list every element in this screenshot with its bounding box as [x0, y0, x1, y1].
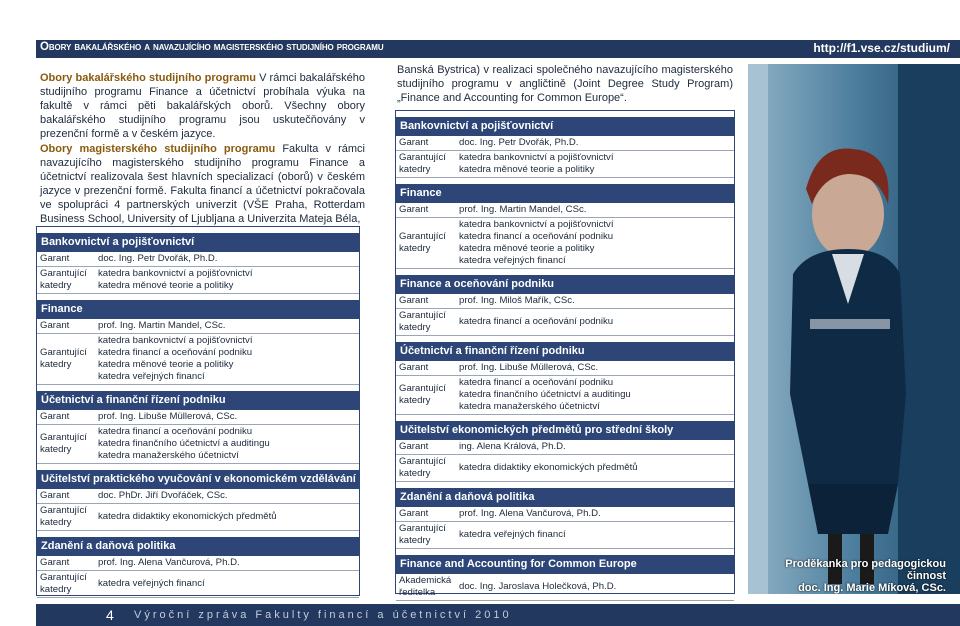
katedra-item: katedra měnové teorie a politiky: [459, 164, 595, 175]
garant-label-line2: ředitelka: [399, 587, 436, 598]
section-title: Finance and Accounting for Common Europe: [396, 555, 734, 574]
katedry-label-line1: Garantující: [40, 347, 87, 358]
katedry-label-line1: Garantující: [40, 572, 87, 583]
garant-name: prof. Ing. Alena Vančurová, Ph.D.: [459, 508, 601, 519]
garant-label: Garant: [399, 441, 429, 452]
garant-row: [396, 203, 734, 218]
intro-joint-degree: [397, 63, 733, 105]
katedra-item: katedra bankovnictví a pojišťovnictví: [459, 219, 614, 230]
photo-caption-name: doc. Ing. Marie Míková, CSc.: [798, 582, 946, 594]
katedry-label: [40, 426, 98, 462]
section-title: Bankovnictví a pojišťovnictví: [37, 233, 359, 252]
katedra-item: katedra měnové teorie a politiky: [459, 243, 595, 254]
garant-row: [37, 489, 359, 504]
katedra-item: katedra didaktiky ekonomických předmětů: [98, 511, 277, 522]
garant-label: Garant: [40, 557, 70, 568]
katedry-label-line2: katedry: [40, 517, 72, 528]
garant-name: prof. Ing. Martin Mandel, CSc.: [98, 320, 226, 331]
katedra-item: katedra finančního účetnictví a auditingu: [98, 438, 270, 449]
katedry-list: [98, 426, 359, 462]
katedry-label: [399, 310, 459, 334]
katedra-item: katedra veřejných financí: [98, 371, 205, 382]
katedra-item: katedra měnové teorie a politiky: [98, 280, 234, 291]
katedry-row: [37, 571, 359, 598]
katedry-label-line2: katedry: [399, 535, 431, 546]
katedra-item: katedra veřejných financí: [459, 529, 566, 540]
katedry-list: [98, 505, 359, 529]
intro-joint-degree-text: Banská Bystrica) v realizaci společného navazujícího magisterského studijního programu v angličtině (Joint Degree Study Program) „Finance and Accounting for Common Europe“.: [397, 64, 733, 104]
garant-label: Garant: [40, 411, 70, 422]
intro-master: [40, 142, 365, 226]
garant-label: Garant: [399, 295, 429, 306]
katedra-item: katedra bankovnictví a pojišťovnictví: [459, 152, 614, 163]
section-title: Zdanění a daňová politika: [396, 488, 734, 507]
dean-photo: [748, 64, 960, 594]
section-title: Účetnictví a finanční řízení podniku: [37, 391, 359, 410]
header-bar: [36, 40, 960, 58]
garant-name: doc. Ing. Petr Dvořák, Ph.D.: [98, 253, 218, 264]
intro-bachelor-text: V rámci bakalářského studijního programu Finance a účetnictví probíhala výuka na fakultě v rámci pěti bakalářských oborů. Všechny obory bakalářského studijního programu jsou uskutečňovány v prezenční formě a v českém jazyce.: [40, 72, 365, 140]
katedra-item: katedra bankovnictví a pojišťovnictví: [98, 335, 253, 346]
garant-row: [396, 574, 734, 601]
katedry-label-line2: katedry: [40, 584, 72, 595]
garant-name: prof. Ing. Alena Vančurová, Ph.D.: [98, 557, 240, 568]
garant-row: [396, 507, 734, 522]
section-title: Zdanění a daňová politika: [37, 537, 359, 556]
katedry-label-line2: katedry: [399, 243, 431, 254]
katedra-item: katedra veřejných financí: [459, 255, 566, 266]
katedry-label: [399, 219, 459, 267]
garant-row: [37, 252, 359, 267]
photo-caption-role: Proděkanka pro pedagogickou činnost: [785, 558, 946, 582]
garant-name: prof. Ing. Libuše Müllerová, CSc.: [98, 411, 238, 422]
katedry-row: [37, 267, 359, 294]
katedry-list: [459, 456, 734, 480]
garant-name: doc. Ing. Petr Dvořák, Ph.D.: [459, 137, 579, 148]
garant-row: [37, 410, 359, 425]
garant-label: Garant: [399, 137, 429, 148]
garant-name: doc. Ing. Jaroslava Holečková, Ph.D.: [459, 581, 617, 592]
garant-label: Garant: [40, 490, 70, 501]
katedry-list: [98, 268, 359, 292]
katedry-list: [459, 219, 734, 267]
katedry-list: [98, 335, 359, 383]
katedry-label-line1: Garantující: [40, 432, 87, 443]
garant-row: [37, 319, 359, 334]
intro-bachelor-lead: Obory bakalářského studijního programu: [40, 72, 256, 84]
photo-caption: [748, 558, 946, 594]
katedry-label: [399, 523, 459, 547]
katedry-label-line2: katedry: [399, 164, 431, 175]
katedry-label: [399, 152, 459, 176]
intro-bachelor: [40, 71, 365, 141]
katedry-label-line2: katedry: [40, 359, 72, 370]
katedra-item: katedra veřejných financí: [98, 578, 205, 589]
katedry-list: [459, 152, 734, 176]
garant-name: prof. Ing. Miloš Mařík, CSc.: [459, 295, 575, 306]
garant-label: Garant: [399, 204, 429, 215]
katedry-list: [459, 523, 734, 547]
katedra-item: katedra financí a oceňování podniku: [459, 316, 614, 327]
section-title: Finance: [396, 184, 734, 203]
katedry-list: [98, 572, 359, 596]
katedry-label: [40, 268, 98, 292]
katedry-row: [37, 334, 359, 385]
katedry-label-line1: Garantující: [399, 456, 446, 467]
katedra-item: katedra financí a oceňování podniku: [459, 377, 614, 388]
katedry-row: [396, 218, 734, 269]
katedra-item: katedra manažerského účetnictví: [98, 450, 239, 461]
katedry-list: [459, 377, 734, 413]
garant-row: [37, 556, 359, 571]
katedry-list: [459, 310, 734, 334]
katedry-row: [396, 309, 734, 336]
garant-name: ing. Alena Králová, Ph.D.: [459, 441, 566, 452]
katedry-label-line2: katedry: [399, 468, 431, 479]
katedry-row: [396, 151, 734, 178]
left-programs-table: [36, 226, 360, 596]
section-title: Bankovnictví a pojišťovnictví: [396, 117, 734, 136]
katedry-label: [40, 335, 98, 383]
footer-bar: [36, 604, 960, 626]
katedra-item: katedra financí a oceňování podniku: [459, 231, 614, 242]
section-title: Finance a oceňování podniku: [396, 275, 734, 294]
section-title: Účetnictví a finanční řízení podniku: [396, 342, 734, 361]
katedry-label-line2: katedry: [399, 395, 431, 406]
garant-label: Garant: [399, 508, 429, 519]
katedry-label-line2: katedry: [399, 322, 431, 333]
katedra-item: katedra bankovnictví a pojišťovnictví: [98, 268, 253, 279]
katedry-label-line1: Garantující: [399, 152, 446, 163]
katedry-label: [399, 377, 459, 413]
garant-label-line1: Akademická: [399, 575, 452, 586]
katedry-row: [37, 425, 359, 464]
katedry-row: [396, 522, 734, 549]
katedry-label-line1: Garantující: [40, 268, 87, 279]
katedra-item: katedra financí a oceňování podniku: [98, 347, 253, 358]
katedra-item: katedra finančního účetnictví a auditingu: [459, 389, 631, 400]
katedra-item: katedra didaktiky ekonomických předmětů: [459, 462, 638, 473]
katedry-row: [396, 376, 734, 415]
katedry-label-line2: katedry: [40, 444, 72, 455]
garant-row: [396, 136, 734, 151]
katedry-label-line1: Garantující: [399, 231, 446, 242]
katedra-item: katedra manažerského účetnictví: [459, 401, 600, 412]
garant-label: Garant: [40, 320, 70, 331]
footer-title: Výroční zpráva Fakulty financí a účetnictví 2010: [134, 609, 512, 621]
katedra-item: katedra financí a oceňování podniku: [98, 426, 253, 437]
katedry-label-line1: Garantující: [399, 383, 446, 394]
right-programs-table: [395, 110, 735, 598]
page-number: 4: [106, 607, 114, 623]
intro-master-text: Fakulta v rámci navazujícího magisterského studijního programu Finance a účetnictví realizovala šest hlavních specializací (oborů) v českém jazyce v prezenční formě. Fakulta financí a účetnictví pokračovala ve spolupráci 4 partnerských univerzit (VŠE Praha, Rotterdam Business School, University of Ljubljana a Univerzita Mateja Béla,: [40, 143, 365, 225]
garant-label: Garant: [399, 362, 429, 373]
katedry-label-line1: Garantující: [399, 523, 446, 534]
katedry-label: [40, 572, 98, 596]
garant-name: doc. PhDr. Jiří Dvořáček, CSc.: [98, 490, 228, 501]
garant-row: [396, 440, 734, 455]
garant-row: [396, 294, 734, 309]
page-title: Obory bakalářského a navazujícího magisterského studijního programu: [40, 41, 384, 53]
katedry-label: [40, 505, 98, 529]
section-title: Učitelství ekonomických předmětů pro střední školy: [396, 421, 734, 440]
section-title: Učitelství praktického vyučování v ekonomickém vzdělávání: [37, 470, 359, 489]
garant-row: [396, 361, 734, 376]
intro-master-lead: Obory magisterského studijního programu: [40, 143, 276, 155]
katedry-label: [399, 456, 459, 480]
header-url-link[interactable]: http://f1.vse.cz/studium/: [813, 41, 950, 55]
katedry-label-line2: katedry: [40, 280, 72, 291]
garant-name: prof. Ing. Martin Mandel, CSc.: [459, 204, 587, 215]
katedry-label-line1: Garantující: [40, 505, 87, 516]
garant-label: Garant: [40, 253, 70, 264]
section-title: Finance: [37, 300, 359, 319]
katedry-label-line1: Garantující: [399, 310, 446, 321]
katedry-row: [37, 504, 359, 531]
garant-label: [399, 575, 459, 599]
katedry-row: [396, 455, 734, 482]
garant-name: prof. Ing. Libuše Müllerová, CSc.: [459, 362, 599, 373]
katedra-item: katedra měnové teorie a politiky: [98, 359, 234, 370]
photo-illustration: [748, 64, 960, 594]
